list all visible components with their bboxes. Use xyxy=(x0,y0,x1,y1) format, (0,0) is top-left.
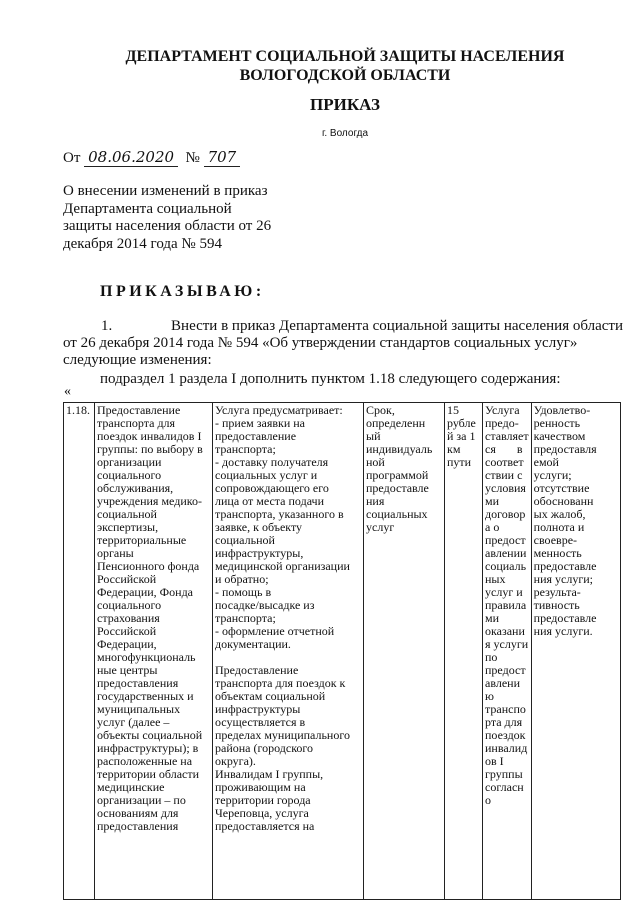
cell-line: я услуги xyxy=(485,637,529,651)
cell-line: транспо xyxy=(485,702,526,716)
cell-line: ых жалоб, xyxy=(533,507,586,521)
cell-line: группы xyxy=(485,767,523,781)
cell-line: - оформление отчетной xyxy=(215,624,335,638)
cell-line: предост xyxy=(485,533,526,547)
cell-line: транспорта; xyxy=(215,442,276,456)
cell-line: определенн xyxy=(366,416,426,430)
cell-line: пределах муниципального xyxy=(215,728,350,742)
cell-line: услуг xyxy=(366,520,395,534)
service-description-cell xyxy=(213,403,364,900)
order-date: 08.06.2020 xyxy=(84,148,178,167)
from-label: От xyxy=(63,150,81,166)
cell-line: государственных и xyxy=(97,689,194,703)
service-name-cell xyxy=(95,403,213,900)
cell-line: посадке/высадке из xyxy=(215,598,315,612)
cell-line: предоставля xyxy=(533,442,597,456)
cell-line: Российской xyxy=(97,572,157,586)
subject-line: О внесении изменений в приказ xyxy=(63,183,268,199)
cell-line: договор xyxy=(485,507,526,521)
cell-line: - доставку получателя xyxy=(215,455,329,469)
cell-line: предост xyxy=(485,663,526,677)
cell-line: полнота и xyxy=(533,520,585,534)
cell-line: объектам социальной xyxy=(215,689,326,703)
cell-line: транспорта, указанного в xyxy=(215,507,344,521)
cell-line: проживающим на xyxy=(215,780,306,794)
number-label: № xyxy=(185,150,200,166)
order-heading: ПРИКАЗЫВАЮ: xyxy=(100,283,265,300)
cell-line: муниципальных xyxy=(97,702,181,716)
cell-line: ных xyxy=(485,572,506,586)
cell-line: ния услуги. xyxy=(533,624,593,638)
cell-line: ния услуги; xyxy=(533,572,593,586)
cell-line: предоставления xyxy=(97,819,179,833)
cell-line: рта для xyxy=(485,715,523,729)
cell-line: предо- xyxy=(485,416,519,430)
department-title-line2: ВОЛОГОДСКОЙ ОБЛАСТИ xyxy=(239,67,451,84)
cell-line: группы: по выбору в xyxy=(97,442,203,456)
cell-line: Пенсионного фонда xyxy=(97,559,200,573)
cell-line: социального xyxy=(97,598,162,612)
cell-line: территориальные xyxy=(97,533,187,547)
subject-line: защиты населения области от 26 xyxy=(63,218,272,234)
subject-line: Департамента социальной xyxy=(63,200,232,217)
cell-line: организации – по xyxy=(97,793,186,807)
cell-line: программой xyxy=(366,468,429,482)
cell-line: - помощь в xyxy=(215,585,272,599)
cell-line: ми xyxy=(485,611,500,625)
order-date-number-line xyxy=(63,148,240,167)
cell-line: ствии с xyxy=(485,468,523,482)
cell-line: органы xyxy=(97,546,134,560)
cell-line: поездок инвалидов I xyxy=(97,429,202,443)
cell-line: правила xyxy=(485,598,527,612)
department-title-line1: ДЕПАРТАМЕНТ СОЦИАЛЬНОЙ ЗАЩИТЫ НАСЕЛЕНИЯ xyxy=(125,48,565,65)
cell-line: авлении xyxy=(485,546,527,560)
cell-line: ные центры xyxy=(97,663,158,677)
cell-line: Череповца, услуга xyxy=(215,806,309,820)
cell-line: ренность xyxy=(533,416,581,430)
cell-line: качеством xyxy=(533,429,586,443)
cell-line: объекты социальной xyxy=(97,728,203,742)
cell-line: предоставления xyxy=(97,676,179,690)
cell-line: инвалид xyxy=(485,741,528,755)
cell-line: рубле xyxy=(447,416,476,430)
cell-line: по xyxy=(485,650,498,664)
order-subject xyxy=(63,183,303,253)
cell-line: социальной xyxy=(97,507,157,521)
cell-line: многофункциональ xyxy=(97,650,196,664)
cell-line: пути xyxy=(447,455,472,469)
cell-line: социальной xyxy=(215,533,275,547)
quality-indicators-cell xyxy=(531,403,620,900)
cell-line: оказани xyxy=(485,624,525,638)
cell-line: авлени xyxy=(485,676,520,690)
cell-line: ов I xyxy=(485,754,504,768)
cell-line: тивность xyxy=(533,598,580,612)
subject-line: декабря 2014 года № 594 xyxy=(63,235,222,252)
cell-line: менность xyxy=(533,546,582,560)
cell-line: предоставление xyxy=(215,429,297,443)
cell-line: а о xyxy=(485,520,500,534)
cell-line: индивидуаль xyxy=(366,442,433,456)
cell-line: транспорта для поездок к xyxy=(215,676,346,690)
conditions-cell xyxy=(483,403,532,900)
tariff-cell xyxy=(445,403,483,900)
cell-line: лица от места подачи xyxy=(215,494,324,508)
cell-line: Срок, xyxy=(366,403,395,417)
cell-line: инфраструктуры); в xyxy=(97,741,199,755)
cell-line: услуги; xyxy=(533,468,572,482)
cell-line: км xyxy=(447,442,461,456)
cell-line: медицинские xyxy=(97,780,165,794)
cell-line: сопровождающего его xyxy=(215,481,329,495)
document-type-title: ПРИКАЗ xyxy=(310,95,380,114)
cell-line: 15 xyxy=(447,403,459,417)
cell-line: услуг и xyxy=(485,585,523,599)
cell-line: Предоставление xyxy=(97,403,181,417)
cell-line: предоставле xyxy=(533,559,597,573)
cell-line: й за 1 xyxy=(447,429,476,443)
cell-line: социального xyxy=(97,468,162,482)
paragraph-1 xyxy=(63,318,623,369)
cell-line: ной xyxy=(366,455,385,469)
cell-line: согласн xyxy=(485,780,524,794)
cell-line: - прием заявки на xyxy=(215,416,306,430)
cell-line: Услуга xyxy=(485,403,520,417)
cell-line: предоставле xyxy=(533,611,597,625)
city-label: г. Вологда xyxy=(321,128,369,139)
cell-line: основаниям для xyxy=(97,806,179,820)
service-term-cell xyxy=(364,403,445,900)
cell-line: ся в xyxy=(485,442,523,456)
cell-line: расположенные на xyxy=(97,754,193,768)
cell-line: документации. xyxy=(215,637,291,651)
cell-line: своевре- xyxy=(533,533,578,547)
cell-line: экспертизы, xyxy=(97,520,159,534)
cell-line: медицинской организации xyxy=(215,559,350,573)
cell-line: страхования xyxy=(97,611,160,625)
cell-line: результа- xyxy=(533,585,581,599)
paragraph-1-line2: от 26 декабря 2014 года № 594 «Об утверждении стандартов социальных услуг» xyxy=(63,335,578,351)
cell-line: инфраструктуры, xyxy=(215,546,304,560)
cell-line: инфраструктуры xyxy=(215,702,301,716)
cell-line: ю xyxy=(485,689,494,703)
cell-line: транспорта для xyxy=(97,416,176,430)
cell-line: услуг (далее – xyxy=(97,715,170,729)
cell-line: емой xyxy=(533,455,559,469)
cell-line: условия xyxy=(485,481,526,495)
cell-line: учреждения медико- xyxy=(97,494,202,508)
paragraph-2: подраздел 1 раздела I дополнить пунктом 1.18 следующего содержания: xyxy=(100,371,561,387)
paragraph-1-line1 xyxy=(63,318,623,335)
cell-line: округа). xyxy=(215,754,256,768)
row-number-cell xyxy=(64,403,95,900)
cell-line: Удовлетво- xyxy=(533,403,591,417)
cell-line: обоснованн xyxy=(533,494,594,508)
order-number: 707 xyxy=(204,148,241,167)
cell-line: организации xyxy=(97,455,162,469)
cell-line: транспорта; xyxy=(215,611,276,625)
cell-line: ставляет xyxy=(485,429,529,443)
row-number: 1.18. xyxy=(66,403,90,417)
cell-line: территории области xyxy=(97,767,200,781)
cell-line: отсутствие xyxy=(533,481,590,495)
cell-line: Федерации, Фонда xyxy=(97,585,194,599)
cell-line: территории города xyxy=(215,793,311,807)
cell-line: о xyxy=(485,793,491,807)
cell-line: ми xyxy=(485,494,500,508)
cell-line: Услуга предусматривает: xyxy=(215,403,343,417)
cell-line: социаль xyxy=(485,559,527,573)
cell-line: Федерации, xyxy=(97,637,157,651)
cell-line: заявке, к объекту xyxy=(215,520,303,534)
cell-line: обслуживания, xyxy=(97,481,174,495)
cell-line: поездок xyxy=(485,728,526,742)
cell-line: Российской xyxy=(97,624,157,638)
cell-line: Инвалидам I группы, xyxy=(215,767,324,781)
paragraph-1-number: 1. xyxy=(101,318,113,334)
cell-line: и обратно; xyxy=(215,572,269,586)
paragraph-1-text: Внести в приказ Департамента социальной защиты населения области xyxy=(171,318,623,334)
cell-line: Предоставление xyxy=(215,663,299,677)
cell-line: предоставляется на xyxy=(215,819,315,833)
cell-line: района (городского xyxy=(215,741,314,755)
cell-line: ния xyxy=(366,494,385,508)
cell-line: социальных услуг и xyxy=(215,468,318,482)
cell-line: осуществляется в xyxy=(215,715,306,729)
paragraph-1-line3: следующие изменения: xyxy=(63,352,212,368)
quote-open-mark: « xyxy=(64,384,71,399)
table-row xyxy=(64,403,621,900)
cell-line: предоставле xyxy=(366,481,429,495)
cell-line: социальных xyxy=(366,507,428,521)
cell-line: соответ xyxy=(485,455,524,469)
standards-table xyxy=(63,402,621,900)
cell-line: ый xyxy=(366,429,381,443)
